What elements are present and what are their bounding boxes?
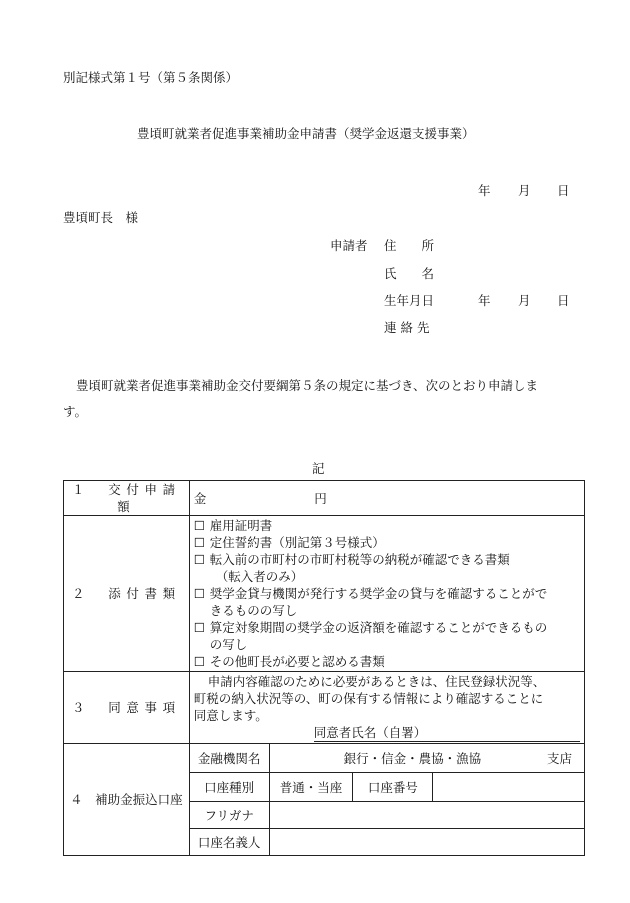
date-month: 月 bbox=[518, 183, 531, 198]
attachment-item[interactable]: ☐ 転入前の市町村の市町村税等の納税が確認できる書類 bbox=[193, 552, 510, 567]
holder-label: 口座名義人 bbox=[189, 829, 269, 856]
amount-unit: 円 bbox=[314, 490, 327, 506]
attachment-item-cont: の写し bbox=[209, 637, 248, 652]
birth-day: 日 bbox=[557, 293, 570, 308]
body-line-2: す。 bbox=[63, 404, 88, 419]
amount-cell[interactable] bbox=[189, 481, 584, 516]
applicant-contact-label: 連 絡 先 bbox=[384, 320, 430, 335]
holder-field[interactable] bbox=[269, 829, 584, 856]
amount-label: １ 交付申請額 bbox=[64, 481, 190, 516]
attachment-item[interactable]: ☐ 雇用証明書 bbox=[193, 518, 273, 533]
row-amount bbox=[64, 481, 585, 516]
amount-prefix: 金 bbox=[193, 490, 207, 506]
application-table bbox=[63, 480, 585, 856]
form-number: 別記様式第１号（第５条関係） bbox=[63, 70, 239, 85]
branch-suffix: 支店 bbox=[547, 750, 573, 766]
bank-types: 銀行・信金・農協・漁協 bbox=[343, 750, 482, 766]
consent-line-2: 町税の納入状況等の、町の保有する情報により確認することに bbox=[193, 691, 544, 706]
row-bank bbox=[64, 744, 585, 773]
date-year: 年 bbox=[478, 183, 491, 198]
attachments-label: ２ 添付書類 bbox=[64, 516, 190, 672]
account-number-field[interactable] bbox=[433, 773, 585, 802]
consent-label: ３ 同意事項 bbox=[64, 672, 190, 744]
attachment-item-cont: きるものの写し bbox=[209, 603, 298, 618]
checkbox-icon[interactable]: ☐ bbox=[193, 518, 205, 533]
checkbox-icon[interactable]: ☐ bbox=[193, 620, 205, 635]
attachment-item[interactable]: ☐ その他町長が必要と認める書類 bbox=[193, 654, 385, 669]
attachment-item[interactable]: ☐ 定住誓約書（別記第３号様式） bbox=[193, 535, 385, 550]
ki-heading: 記 bbox=[312, 461, 325, 476]
applicant-address-label: 住 所 bbox=[384, 238, 435, 253]
applicant-label: 申請者 bbox=[330, 238, 368, 253]
account-number-label: 口座番号 bbox=[353, 773, 433, 802]
consent-line-1: 申請内容確認のために必要があるときは、住民登録状況等、 bbox=[207, 674, 546, 689]
applicant-name-label: 氏 名 bbox=[384, 266, 435, 281]
row-consent bbox=[64, 672, 585, 744]
birth-month: 月 bbox=[518, 293, 531, 308]
checkbox-icon[interactable]: ☐ bbox=[193, 654, 205, 669]
furigana-field[interactable] bbox=[269, 802, 584, 829]
bank-name-label: 金融機関名 bbox=[189, 744, 269, 773]
checkbox-icon[interactable]: ☐ bbox=[193, 586, 205, 601]
body-line-1: 豊頃町就業者促進事業補助金交付要綱第５条の規定に基づき、次のとおり申請しま bbox=[76, 378, 539, 393]
attachment-item[interactable]: ☐ 算定対象期間の奨学金の返済額を確認することができるもの bbox=[193, 620, 548, 635]
row-attachments bbox=[64, 516, 585, 672]
account-type-field[interactable]: 普通・当座 bbox=[269, 773, 353, 802]
birth-year: 年 bbox=[478, 293, 491, 308]
checkbox-icon[interactable]: ☐ bbox=[193, 552, 205, 567]
attachments-cell bbox=[189, 516, 584, 672]
applicant-birth-label: 生年月日 bbox=[384, 293, 435, 308]
signature-field[interactable] bbox=[314, 724, 580, 742]
signature-label: 同意者氏名（自署） bbox=[313, 725, 427, 740]
checkbox-icon[interactable]: ☐ bbox=[193, 535, 205, 550]
date-day: 日 bbox=[557, 183, 570, 198]
furigana-label: フリガナ bbox=[189, 802, 269, 829]
addressee: 豊頃町長 様 bbox=[63, 210, 139, 225]
account-type-label: 口座種別 bbox=[189, 773, 269, 802]
form-title: 豊頃町就業者促進事業補助金申請書（奨学金返還支援事業） bbox=[137, 126, 475, 141]
bank-account-label: ４ 補助金振込口座 bbox=[64, 744, 190, 856]
attachment-item[interactable]: ☐ 奨学金貸与機関が発行する奨学金の貸与を確認することがで bbox=[193, 586, 548, 601]
bank-name-field[interactable] bbox=[269, 744, 584, 773]
consent-cell bbox=[189, 672, 584, 744]
attachment-item-cont: （転入者のみ） bbox=[215, 569, 304, 584]
consent-line-3: 同意します。 bbox=[193, 708, 268, 723]
